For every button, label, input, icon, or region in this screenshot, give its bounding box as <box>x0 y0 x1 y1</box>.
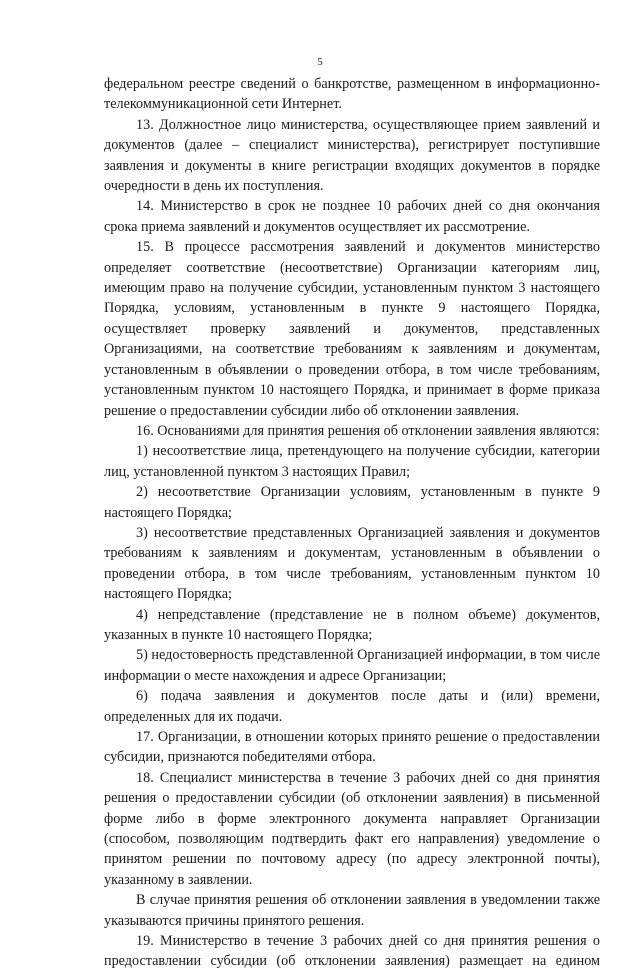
paragraph-16: 16. Основаниями для принятия решения об отклонении заявления являются: <box>136 422 600 439</box>
list-item-4: 4) непредставление (представление не в полном объеме) документов, указанных в пункте 10 настоящего Порядка; <box>104 606 600 643</box>
list-item-2: 2) несоответствие Организации условиям, установленным в пункте 9 настоящего Порядка; <box>104 484 600 521</box>
paragraph-17: 17. Организации, в отношении которых принято решение о предоставлении субсидии, признаются победителями отбора. <box>104 729 600 766</box>
list-item-1: 1) несоответствие лица, претендующего на получение субсидии, категории лиц, установленной пунктом 3 настоящих Правил; <box>104 443 600 480</box>
paragraph-18-rejection-note: В случае принятия решения об отклонении заявления в уведомлении также указываются причины принятого решения. <box>104 892 600 929</box>
paragraph-14: 14. Министерство в срок не позднее 10 рабочих дней со дня окончания срока приема заявлений и документов осуществляет их рассмотрение. <box>104 198 600 235</box>
list-item-5: 5) недостоверность представленной Организацией информации, в том числе информации о месте нахождения и адресе Организации; <box>104 647 600 684</box>
paragraph-19: 19. Министерство в течение 3 рабочих дней со дня принятия решения о предоставлении субсидии (об отклонении заявления) размещает на едином <box>104 933 600 970</box>
paragraph-continuation: федеральном реестре сведений о банкротстве, размещенном в информационно-телекоммуникационной сети Интернет. <box>104 76 600 113</box>
paragraph-18: 18. Специалист министерства в течение 3 рабочих дней со дня принятия решения о предоставлении субсидии (об отклонении заявления) в письменной форме либо в форме электронного документа направляет Организации (способом, позволяющим подтвердить факт его направления) уведомление о принятом решении по почтовому адресу (по адресу электронной почты), указанному в заявлении. <box>104 769 600 888</box>
list-item-3: 3) несоответствие представленных Организацией заявления и документов требованиям к заявлениям и документам, установленным в объявлении о проведении отбора, в том числе требованиям, установленным пунктом 10 настоящего Порядка; <box>104 524 600 603</box>
document-body <box>104 74 600 972</box>
page-number: 5 <box>317 56 323 68</box>
paragraph-13: 13. Должностное лицо министерства, осуществляющее прием заявлений и документов (далее – специалист министерства), регистрирует поступившие заявления и документы в книге регистрации входящих документов в порядке очередности в день их поступления. <box>104 116 600 195</box>
list-item-6: 6) подача заявления и документов после даты и (или) времени, определенных для их подачи. <box>104 688 600 725</box>
paragraph-15: 15. В процессе рассмотрения заявлений и документов министерство определяет соответствие (несоответствие) Организации категориям лиц, имеющим право на получение субсидии, установленным пунктом 3 настоящего Порядка, условиям, установленным в пункте 9 настоящего Порядка, осуществляет проверку заявлений и документов, представленных Организациями, на соответствие требованиям к заявлениям и документам, установленным в объявлении о проведении отбора, в том числе требованиям, установленным пунктом 10 настоящего Порядка, и принимает в форме приказа решение о предоставлении субсидии либо об отклонении заявления. <box>104 239 600 419</box>
